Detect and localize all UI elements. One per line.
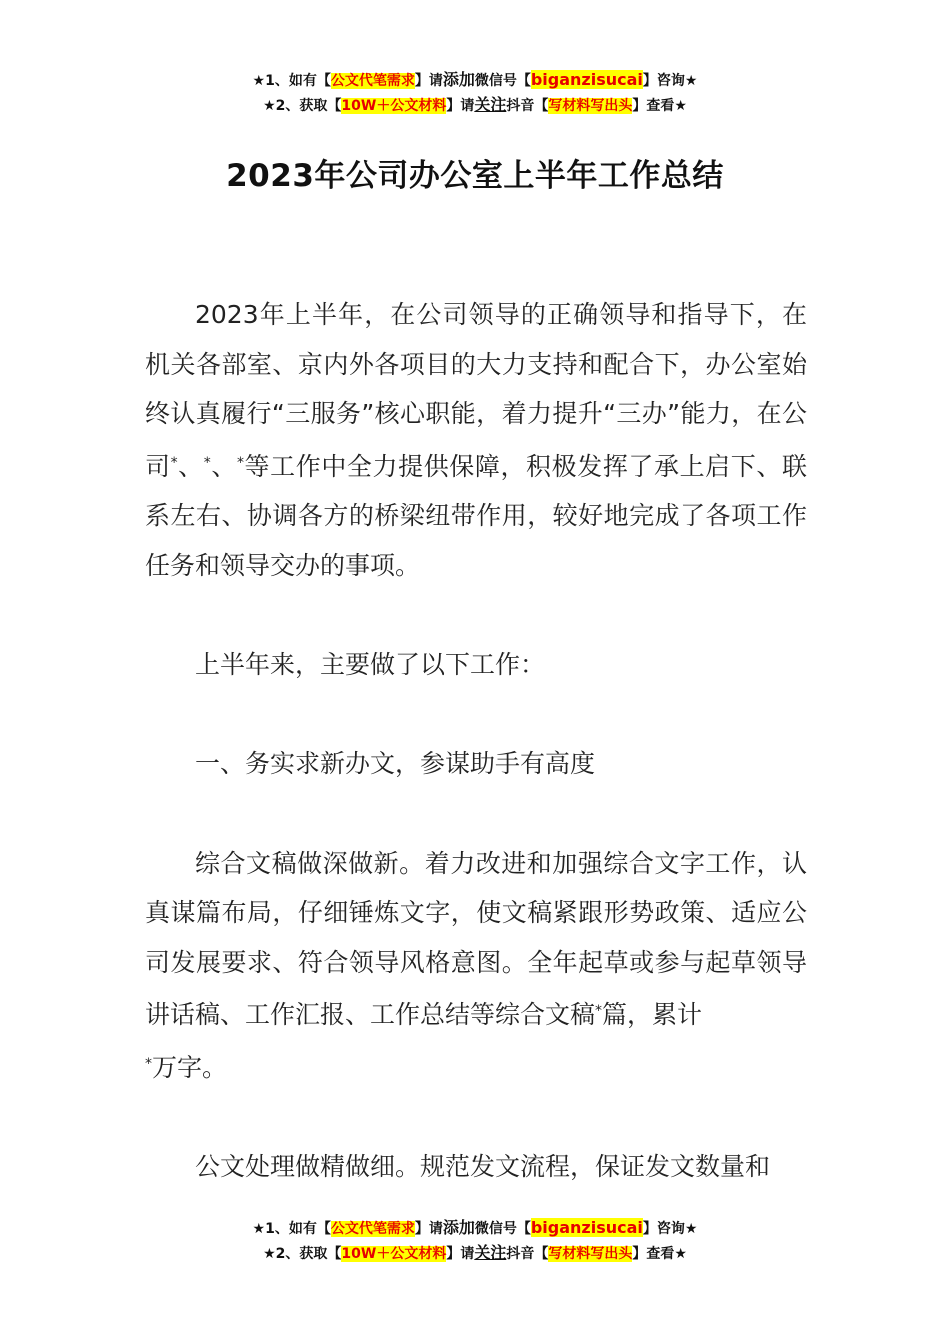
promo-line-1 <box>0 1216 950 1241</box>
promo-line-2 <box>0 1241 950 1266</box>
promo-text: 】查看★ <box>632 1246 687 1262</box>
promo-text: ★2、获取【 <box>263 98 342 114</box>
document-title: 2023年公司办公室上半年工作总结 <box>226 158 724 194</box>
promo-text: ★2、获取【 <box>263 1246 342 1262</box>
promo-emphasis: 添加 <box>442 70 475 89</box>
promo-text: 】咨询★ <box>642 73 698 89</box>
paragraph-text: 、 <box>177 451 204 481</box>
paragraph-text: 万字。 <box>152 1052 228 1082</box>
redacted-placeholder: * <box>170 454 178 471</box>
redacted-placeholder: * <box>145 1055 152 1072</box>
redacted-placeholder: * <box>203 454 211 471</box>
paragraph-text: 篇，累计 <box>602 1000 703 1030</box>
promo-text: 】查看★ <box>632 98 687 114</box>
redacted-placeholder: * <box>236 454 244 471</box>
promo-text: 微信号【 <box>474 73 531 89</box>
document-body <box>145 290 807 1192</box>
paragraph-text: 、 <box>210 451 237 481</box>
promo-emphasis: 添加 <box>442 1218 475 1237</box>
paragraph-text: 等工作中全力提供保障，积极发挥了承上启下、联系左右、协调各方的桥梁纽带作用，较好地完成了各项工作任务和领导交办的事项。 <box>145 451 807 580</box>
promo-highlight: 公文代笔需求 <box>330 1221 415 1237</box>
promo-text: 】请 <box>446 1246 475 1262</box>
promo-highlight: 写材料写出头 <box>548 98 633 114</box>
promo-highlight: 10W＋公文材料 <box>341 1246 447 1262</box>
paragraph-text: 综合文稿做深做新。着力改进和加强综合文字工作，认真谋篇布局，仔细锤炼文字，使文稿紧跟形势政策、适应公司发展要求、符合领导风格意图。全年起草或参与起草领导讲话稿、工作汇报、工作总结等综合文稿 <box>145 848 807 1030</box>
promo-wechat-id: biganzisucai <box>530 70 643 89</box>
promo-highlight: 10W＋公文材料 <box>341 98 447 114</box>
header-promo-banner <box>0 68 950 118</box>
promo-text: 】请 <box>414 1221 443 1237</box>
work-summary-lead: 上半年来，主要做了以下工作： <box>195 650 546 680</box>
promo-text: 抖音【 <box>506 1246 549 1262</box>
paragraph-text: 2023年上半年，在公司领导的正确领导和指导下，在机关各部室、京内外各项目的大力支持和配合下，办公室始终认真履行“三服务”核心职能，着力提升“三办”能力，在公司 <box>145 300 807 481</box>
document-processing-paragraph: 公文处理做精做细。规范发文流程，保证发文数量和 <box>195 1152 771 1182</box>
promo-text: 抖音【 <box>506 98 549 114</box>
promo-text: ★1、如有【 <box>252 73 331 89</box>
redacted-placeholder: * <box>595 1003 603 1020</box>
promo-emphasis: 关注 <box>474 1243 507 1262</box>
promo-highlight: 写材料写出头 <box>548 1246 633 1262</box>
promo-wechat-id: biganzisucai <box>530 1218 643 1237</box>
promo-text: 】请 <box>414 73 443 89</box>
promo-text: 微信号【 <box>474 1221 531 1237</box>
promo-line-1 <box>0 68 950 93</box>
promo-emphasis: 关注 <box>474 95 507 114</box>
footer-promo-banner <box>0 1216 950 1266</box>
promo-text: ★1、如有【 <box>252 1221 331 1237</box>
comprehensive-drafting-paragraph <box>145 839 807 1093</box>
intro-paragraph <box>145 290 807 591</box>
promo-highlight: 公文代笔需求 <box>330 73 415 89</box>
promo-text: 】咨询★ <box>642 1221 698 1237</box>
promo-line-2 <box>0 93 950 118</box>
section-heading-1: 一、务实求新办文，参谋助手有高度 <box>195 749 596 779</box>
promo-text: 】请 <box>446 98 475 114</box>
